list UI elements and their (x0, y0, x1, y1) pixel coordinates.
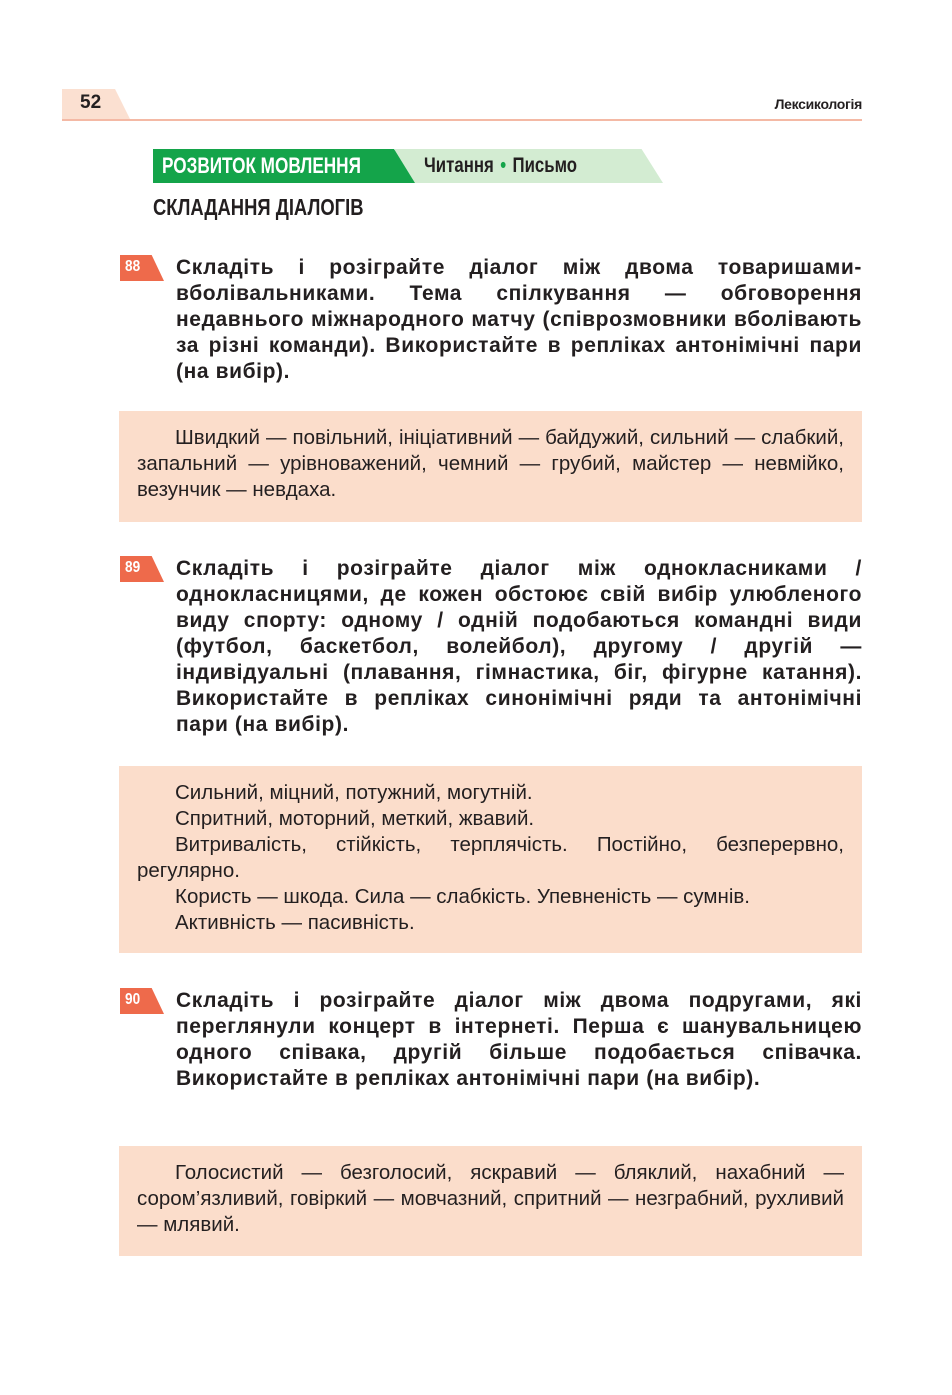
banner-title: РОЗВИТОК МОВЛЕННЯ (162, 153, 361, 178)
word-box-90 (119, 1146, 862, 1256)
task-number-90: 90 (125, 991, 141, 1008)
word-box-88 (119, 411, 862, 522)
word-box-90-line: Голосистий — безголосий, яскравий — бляклий, нахабний — сором’язливий, говіркий — мовчазний, спритний — незграбний, рухливий — млявий. (137, 1161, 844, 1236)
word-box-89-line: Користь — шкода. Сила — слабкість. Упевненість — сумнів. (175, 885, 750, 908)
task-text-88: Складіть і розіграйте діалог між двома товаришами-вболівальниками. Тема спілкування — обговорення недавнього міжнародного матчу (співрозмовники вболівають за різні команди). Використайте в репліках антонімічні пари (на вибір). (176, 256, 862, 383)
word-box-89-line: Сильний, міцний, потужний, могутній. (175, 781, 533, 804)
word-box-89-line: Витривалість, стійкість, терплячість. Постійно, безперервно, регулярно. (137, 833, 844, 882)
page-number: 52 (80, 92, 102, 113)
section-title: СКЛАДАННЯ ДІАЛОГІВ (153, 194, 364, 220)
banner-subtitle-writing: Письмо (512, 154, 578, 177)
task-number-89: 89 (125, 559, 141, 576)
task-text-90: Складіть і розіграйте діалог між двома подругами, які переглянули концерт в інтернеті. Перша є шанувальницею одного співака, другій більше подобається співачка. Використайте в репліках антонімічні пари (на вибір). (176, 989, 862, 1090)
word-box-89-line: Активність — пасивність. (175, 911, 415, 934)
task-text-89: Складіть і розіграйте діалог між однокласниками / однокласницями, де кожен обстоює свій вибір улюбленого виду спорту: одному / одній подобаються командні види (футбол, баскетбол, волейбол), другому / другій — індивідуальні (плавання, гімнастика, біг, фігурне катання). Використайте в репліках синонімічні ряди та антонімічні пари (на вибір). (176, 557, 862, 736)
banner-subtitle (424, 154, 577, 178)
word-box-88-line: Швидкий — повільний, ініціативний — байдужий, сильний — слабкий, запальний — урівноважений, чемний — грубий, майстер — невмійко, везунчик — невдаха. (137, 426, 844, 501)
word-box-89-line: Спритний, моторний, меткий, жвавий. (175, 807, 535, 830)
running-head: Лексикологія (774, 96, 862, 112)
word-box-89 (119, 766, 862, 953)
banner-subtitle-reading: Читання (424, 154, 494, 177)
bullet-icon: • (500, 154, 507, 177)
task-number-88: 88 (125, 258, 141, 275)
header-rule (62, 119, 862, 121)
